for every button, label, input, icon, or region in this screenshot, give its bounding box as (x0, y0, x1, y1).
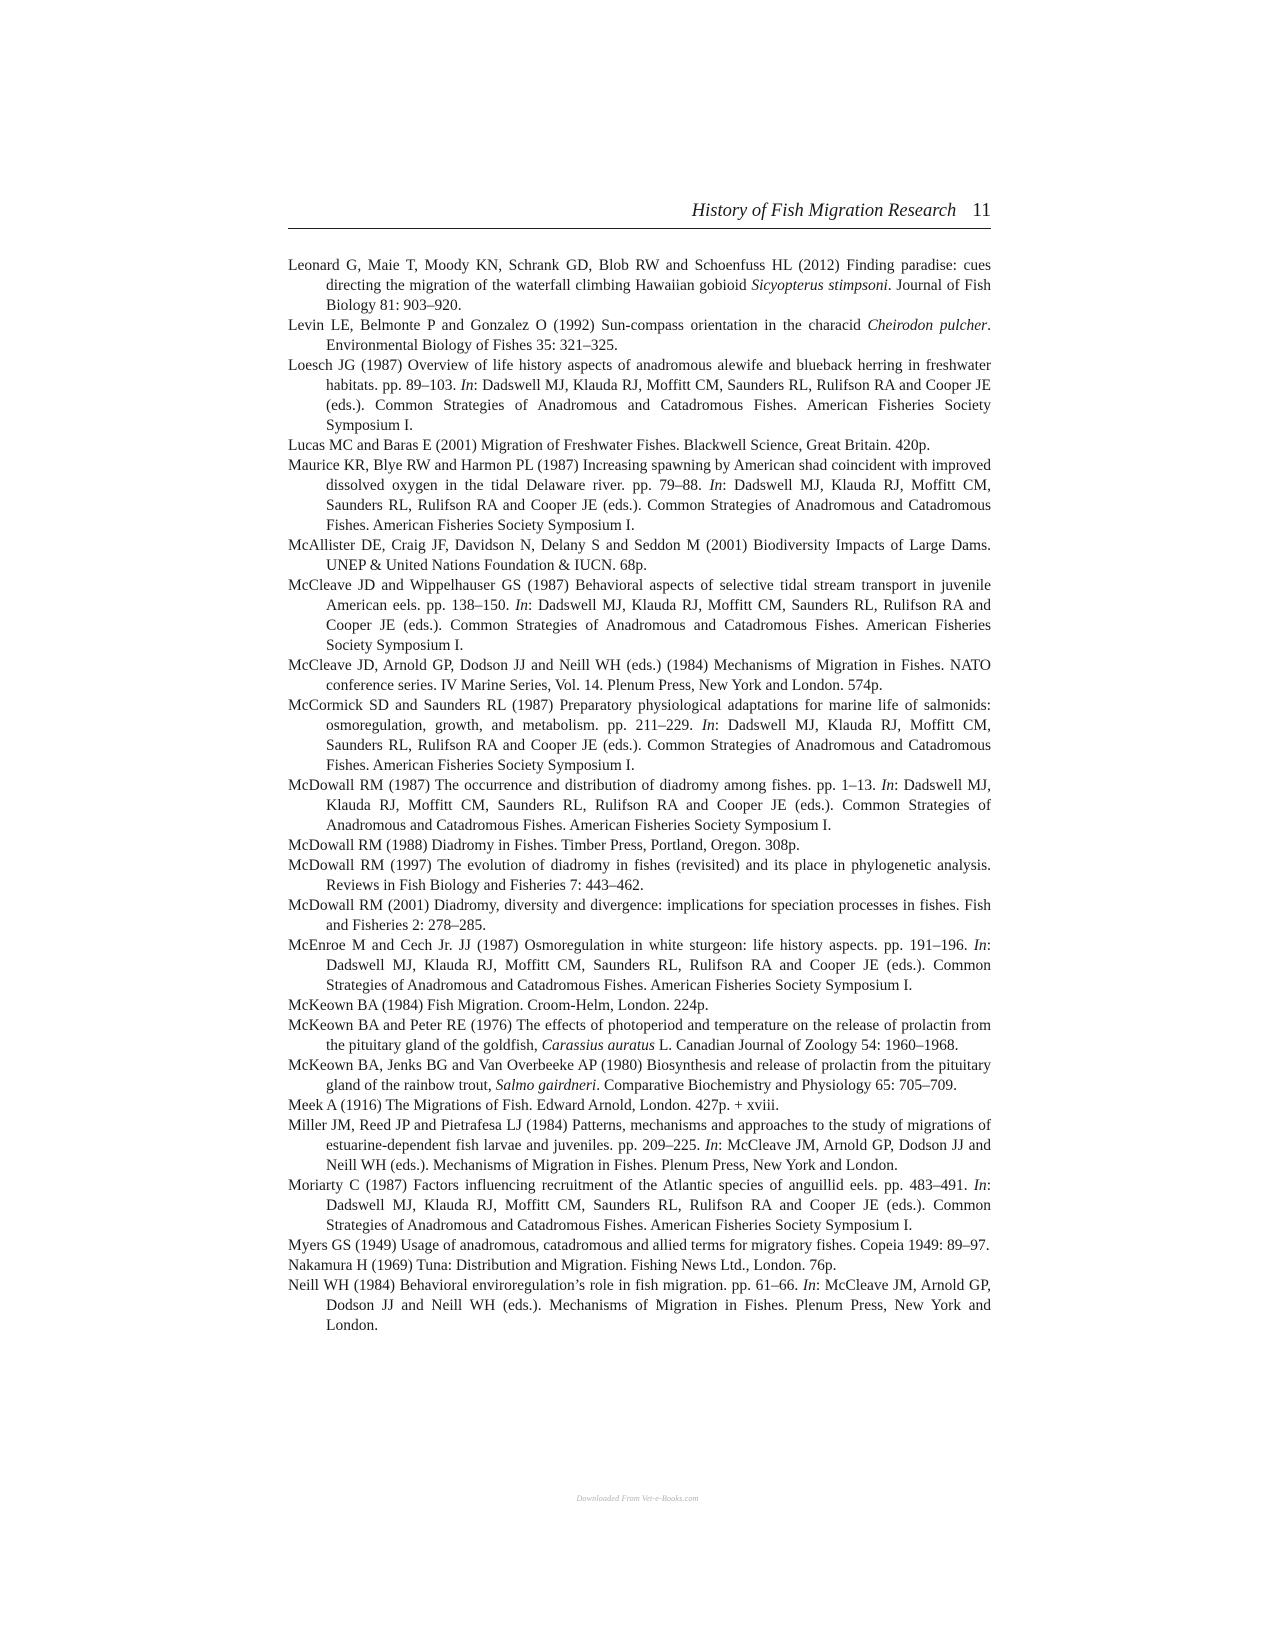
reference-text: L. Canadian Journal of Zoology 54: 1960–1968. (654, 1037, 959, 1054)
running-head-title: History of Fish Migration Research (691, 201, 957, 221)
reference-entry (288, 996, 991, 1016)
reference-entry (288, 1236, 991, 1256)
reference-text: : Dadswell MJ, Klauda RJ, Moffitt CM, Saunders RL, Rulifson RA and Cooper JE (eds.). Common Strategies of Anadromous and Catadromous Fishes. American Fisheries Society Symposium I. (326, 1177, 991, 1234)
reference-entry (288, 936, 991, 996)
reference-text: Maurice KR, Blye RW and Harmon PL (1987) Increasing spawning by American shad coincident with improved dissolved oxygen in the tidal Delaware river. pp. 79–88. (288, 457, 991, 494)
reference-text: : Dadswell MJ, Klauda RJ, Moffitt CM, Saunders RL, Rulifson RA and Cooper JE (eds.). Common Strategies of Anadromous and Catadromous Fishes. American Fisheries Society Symposium I. (326, 377, 991, 434)
reference-italic-text: In (881, 777, 895, 794)
reference-text: McCleave JD and Wippelhauser GS (1987) Behavioral aspects of selective tidal stream transport in juvenile American eels. pp. 138–150. (288, 577, 991, 614)
reference-italic-text: In (802, 1277, 816, 1294)
reference-text: McEnroe M and Cech Jr. JJ (1987) Osmoregulation in white sturgeon: life history aspects. pp. 191–196. (288, 937, 974, 954)
reference-text: Neill WH (1984) Behavioral enviroregulation’s role in fish migration. pp. 61–66. (288, 1277, 803, 1294)
reference-entry (288, 776, 991, 836)
watermark: Downloaded From Vet-e-Books.com (576, 1494, 699, 1503)
reference-text: McAllister DE, Craig JF, Davidson N, Delany S and Seddon M (2001) Biodiversity Impacts of Large Dams. UNEP & United Nations Foundation & IUCN. 68p. (288, 537, 991, 574)
reference-text: Meek A (1916) The Migrations of Fish. Edward Arnold, London. 427p. + xviii. (288, 1097, 780, 1114)
reference-entry (288, 436, 991, 456)
reference-list (288, 256, 991, 1336)
reference-entry (288, 896, 991, 936)
reference-entry (288, 536, 991, 576)
reference-entry (288, 1056, 991, 1096)
reference-italic-text: In (705, 1137, 719, 1154)
reference-italic-text: Salmo gairdneri (495, 1077, 597, 1094)
reference-text: Levin LE, Belmonte P and Gonzalez O (1992) Sun-compass orientation in the characid (288, 317, 868, 334)
reference-text: . Comparative Biochemistry and Physiology 65: 705–709. (596, 1077, 957, 1094)
running-head (288, 196, 991, 229)
reference-text: Myers GS (1949) Usage of anadromous, catadromous and allied terms for migratory fishes. Copeia 1949: 89–97. (288, 1237, 990, 1254)
reference-text: Moriarty C (1987) Factors influencing recruitment of the Atlantic species of anguillid eels. pp. 483–491. (288, 1177, 974, 1194)
reference-text: McDowall RM (1987) The occurrence and distribution of diadromy among fishes. pp. 1–13. (288, 777, 882, 794)
reference-text: McKeown BA and Peter RE (1976) The effects of photoperiod and temperature on the release of prolactin from the pituitary gland of the goldfish, (288, 1017, 991, 1054)
reference-text: : Dadswell MJ, Klauda RJ, Moffitt CM, Saunders RL, Rulifson RA and Cooper JE (eds.). Common Strategies of Anadromous and Catadromous Fishes. American Fisheries Society Symposium I. (326, 597, 991, 654)
reference-entry (288, 576, 991, 656)
reference-text: McCleave JD, Arnold GP, Dodson JJ and Neill WH (eds.) (1984) Mechanisms of Migration in Fishes. NATO conference series. IV Marine Series, Vol. 14. Plenum Press, New York and London. 574p. (288, 657, 991, 694)
reference-text: Nakamura H (1969) Tuna: Distribution and Migration. Fishing News Ltd., London. 76p. (288, 1257, 837, 1274)
reference-italic-text: In (460, 377, 474, 394)
reference-text: Lucas MC and Baras E (2001) Migration of Freshwater Fishes. Blackwell Science, Great Britain. 420p. (288, 437, 931, 454)
reference-entry (288, 1116, 991, 1176)
reference-entry (288, 1176, 991, 1236)
reference-text: McCormick SD and Saunders RL (1987) Preparatory physiological adaptations for marine life of salmonids: osmoregulation, growth, and metabolism. pp. 211–229. (288, 697, 991, 734)
reference-text: McDowall RM (1988) Diadromy in Fishes. Timber Press, Portland, Oregon. 308p. (288, 837, 800, 854)
reference-entry (288, 856, 991, 896)
reference-entry (288, 1276, 991, 1336)
reference-entry (288, 356, 991, 436)
reference-entry (288, 656, 991, 696)
reference-entry (288, 316, 991, 356)
reference-text: McDowall RM (2001) Diadromy, diversity and divergence: implications for speciation processes in fishes. Fish and Fisheries 2: 278–285. (288, 897, 991, 934)
reference-entry (288, 1256, 991, 1276)
reference-entry (288, 256, 991, 316)
reference-entry (288, 1016, 991, 1056)
reference-entry (288, 836, 991, 856)
reference-text: Leonard G, Maie T, Moody KN, Schrank GD, Blob RW and Schoenfuss HL (2012) Finding paradise: cues directing the migration of the waterfall climbing Hawaiian gobioid (288, 257, 991, 294)
reference-text: : Dadswell MJ, Klauda RJ, Moffitt CM, Saunders RL, Rulifson RA and Cooper JE (eds.). Common Strategies of Anadromous and Catadromous Fishes. American Fisheries Society Symposium I. (326, 777, 991, 834)
reference-text: : McCleave JM, Arnold GP, Dodson JJ and Neill WH (eds.). Mechanisms of Migration in Fishes. Plenum Press, New York and London. (326, 1137, 991, 1174)
reference-text: : Dadswell MJ, Klauda RJ, Moffitt CM, Saunders RL, Rulifson RA and Cooper JE (eds.). Common Strategies of Anadromous and Catadromous Fishes. American Fisheries Society Symposium I. (326, 477, 991, 534)
reference-text: . Journal of Fish Biology 81: 903–920. (326, 277, 992, 314)
page-number: 11 (972, 200, 991, 221)
reference-italic-text: In (515, 597, 529, 614)
reference-entry (288, 456, 991, 536)
reference-italic-text: Sicyopterus stimpsoni (751, 277, 888, 294)
reference-text: McKeown BA (1984) Fish Migration. Croom-Helm, London. 224p. (288, 997, 709, 1014)
reference-italic-text: In (973, 1177, 987, 1194)
reference-text: McKeown BA, Jenks BG and Van Overbeeke AP (1980) Biosynthesis and release of prolactin from the pituitary gland of the rainbow trout, (288, 1057, 991, 1094)
reference-text: : Dadswell MJ, Klauda RJ, Moffitt CM, Saunders RL, Rulifson RA and Cooper JE (eds.). Common Strategies of Anadromous and Catadromous Fishes. American Fisheries Society Symposium I. (326, 937, 991, 994)
reference-text: . Environmental Biology of Fishes 35: 321–325. (326, 317, 991, 354)
reference-italic-text: Cheirodon pulcher (867, 317, 988, 334)
reference-entry (288, 1096, 991, 1116)
reference-text: McDowall RM (1997) The evolution of diadromy in fishes (revisited) and its place in phylogenetic analysis. Reviews in Fish Biology and Fisheries 7: 443–462. (288, 857, 991, 894)
reference-italic-text: In (709, 477, 723, 494)
reference-italic-text: Carassius auratus (541, 1037, 655, 1054)
reference-text: Miller JM, Reed JP and Pietrafesa LJ (1984) Patterns, mechanisms and approaches to the study of migrations of estuarine-dependent fish larvae and juveniles. pp. 209–225. (288, 1117, 991, 1154)
reference-italic-text: In (701, 717, 715, 734)
reference-text: : Dadswell MJ, Klauda RJ, Moffitt CM, Saunders RL, Rulifson RA and Cooper JE (eds.). Common Strategies of Anadromous and Catadromous Fishes. American Fisheries Society Symposium I. (326, 717, 992, 774)
reference-entry (288, 696, 991, 776)
reference-text: Loesch JG (1987) Overview of life history aspects of anadromous alewife and blueback herring in freshwater habitats. pp. 89–103. (288, 357, 991, 394)
reference-text: : McCleave JM, Arnold GP, Dodson JJ and Neill WH (eds.). Mechanisms of Migration in Fishes. Plenum Press, New York and London. (326, 1277, 992, 1334)
reference-italic-text: In (973, 937, 987, 954)
